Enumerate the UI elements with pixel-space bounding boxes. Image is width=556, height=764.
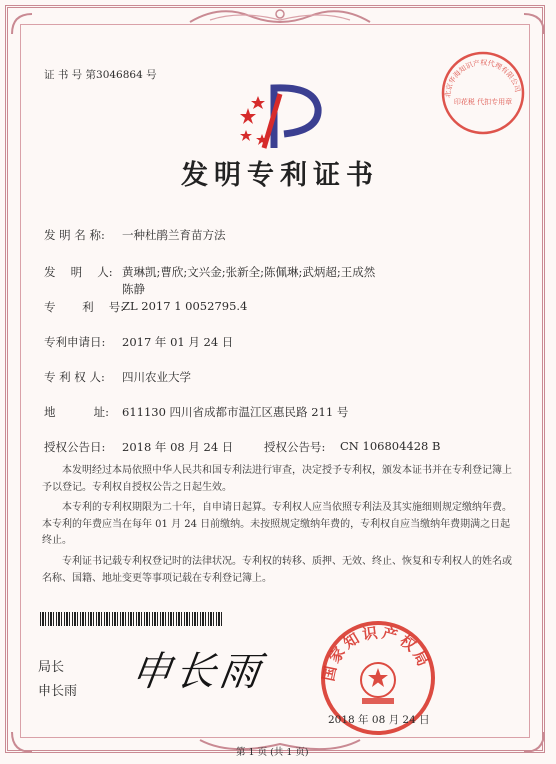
inventors-line2: 陈静 bbox=[122, 282, 145, 296]
barcode bbox=[40, 612, 222, 626]
agent-stamp bbox=[438, 48, 528, 138]
certificate-title: 发明专利证书 bbox=[181, 160, 379, 191]
patent-owner-label: 专 利 权 人: bbox=[44, 370, 105, 384]
grant-date-label: 授权公告日: bbox=[44, 440, 106, 454]
filing-date: 2017 年 01 月 24 日 bbox=[122, 335, 234, 349]
grant-date: 2018 年 08 月 24 日 bbox=[122, 440, 234, 454]
inventors-line1: 黄琳凯;曹欣;文兴金;张新全;陈佩琳;武炳超;王成然 bbox=[122, 265, 376, 279]
seal-text: 国家知识产权局 bbox=[319, 623, 434, 683]
corner-ornament-br bbox=[520, 728, 548, 756]
filing-date-label: 专利申请日: bbox=[44, 335, 106, 349]
corner-ornament-bl bbox=[8, 728, 36, 756]
address: 611130 四川省成都市温江区惠民路 211 号 bbox=[122, 405, 349, 419]
paragraph-2: 本专利的专利权期限为二十年，自申请日起算。专利权人应当依照专利法及其实施细则规定缴纳年费。本专利的年费应当在每年 01 月 24 日前缴纳。未按照规定缴纳年费的，专利权自应当缴纳年费期满之日起终止。 bbox=[42, 502, 512, 546]
seal-date: 2018 年 08 月 24 日 bbox=[328, 714, 430, 726]
agent-stamp-subtext: 印花税 代扣专用章 bbox=[453, 98, 513, 106]
patent-number-label: 专 利 号: bbox=[44, 300, 125, 314]
page-indicator: 第 1 页 (共 1 页) bbox=[236, 747, 309, 758]
director-name: 申长雨 bbox=[38, 684, 78, 699]
inventor-label: 发 明 人: bbox=[44, 265, 113, 279]
corner-ornament-tr bbox=[520, 10, 548, 38]
director-title: 局长 bbox=[38, 660, 65, 675]
patent-number: ZL 2017 1 0052795.4 bbox=[122, 299, 248, 313]
publication-number: CN 106804428 B bbox=[340, 439, 441, 453]
top-ornament bbox=[180, 2, 380, 30]
invention-name-label: 发 明 名 称: bbox=[44, 228, 105, 242]
certificate-number: 证 书 号 第3046864 号 bbox=[44, 69, 157, 81]
patent-owner: 四川农业大学 bbox=[122, 370, 191, 384]
director-signature: 申长雨 bbox=[128, 649, 267, 695]
address-label: 地 址: bbox=[44, 405, 110, 419]
corner-ornament-tl bbox=[8, 10, 36, 38]
invention-name: 一种杜鹃兰育苗方法 bbox=[122, 228, 226, 242]
agent-stamp-text: 北京华海知识产权代理有限公司 bbox=[443, 58, 522, 99]
publication-number-label: 授权公告号: bbox=[264, 440, 326, 454]
paragraph-1: 本发明经过本局依照中华人民共和国专利法进行审查，决定授予专利权，颁发本证书并在专利登记簿上予以登记。专利权自授权公告之日起生效。 bbox=[42, 465, 512, 493]
cnipa-logo bbox=[234, 78, 326, 150]
paragraph-3: 专利证书记载专利权登记时的法律状况。专利权的转移、质押、无效、终止、恢复和专利权人的姓名或名称、国籍、地址变更等事项记载在专利登记簿上。 bbox=[42, 556, 512, 584]
